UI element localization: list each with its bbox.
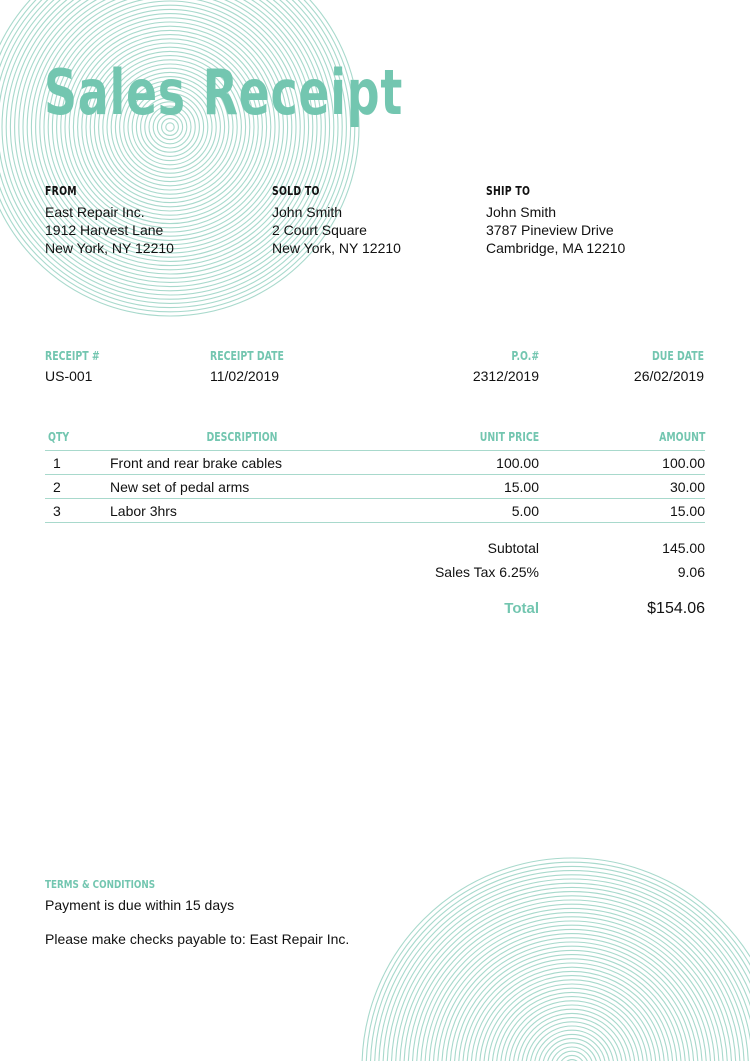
- sold-to-line: New York, NY 12210: [272, 240, 401, 256]
- decorative-ring: [442, 938, 702, 1061]
- decorative-ring: [379, 875, 750, 1061]
- ship-to-line: John Smith: [486, 204, 557, 220]
- unit-price-cell: 15.00: [503, 479, 539, 495]
- receipt-date: [210, 349, 305, 384]
- from-block: [45, 182, 174, 257]
- decorative-ring: [396, 892, 749, 1061]
- decorative-ring: [387, 883, 750, 1061]
- decorative-ring: [425, 921, 719, 1061]
- unit-price-cell: 100.00: [496, 455, 539, 471]
- decorative-ring: [530, 1026, 614, 1061]
- decorative-ring: [412, 908, 731, 1061]
- decorative-ring: [459, 955, 686, 1061]
- due-date-value: 26/02/2019: [633, 368, 704, 384]
- receipt-date-value: 11/02/2019: [210, 368, 280, 384]
- from-label: FROM: [45, 184, 77, 198]
- totals-block: [375, 540, 705, 624]
- decorative-ring: [446, 942, 698, 1061]
- decorative-ring: [375, 871, 750, 1061]
- from-line: East Repair Inc.: [45, 204, 145, 220]
- decorative-ring: [471, 967, 673, 1061]
- decorative-ring: [362, 858, 750, 1061]
- ship-to-label: SHIP TO: [486, 184, 531, 198]
- decorative-ring: [429, 925, 715, 1061]
- decorative-ring: [484, 980, 660, 1061]
- decorative-ring: [0, 0, 359, 316]
- decorative-ring: [496, 992, 647, 1061]
- table-row: [45, 475, 705, 499]
- decorative-ring: [543, 1039, 602, 1061]
- sold-to-label: SOLD TO: [272, 184, 320, 198]
- receipt-number-value: US-001: [45, 368, 93, 384]
- qty-header: QTY: [48, 430, 70, 444]
- decorative-ring: [433, 929, 710, 1061]
- description-cell: Labor 3hrs: [110, 503, 177, 519]
- decorative-ring: [551, 1047, 593, 1061]
- terms-line: Please make checks payable to: East Repair Inc.: [45, 931, 350, 947]
- decorative-ring: [480, 976, 665, 1061]
- decorative-ring: [492, 988, 652, 1061]
- terms-line: Payment is due within 15 days: [45, 897, 235, 913]
- decorative-ring: [522, 1018, 623, 1061]
- subtotal-label: Subtotal: [487, 540, 539, 556]
- table-row: [45, 499, 705, 523]
- ship-to-line: 3787 Pineview Drive: [486, 222, 614, 238]
- decorative-ring: [463, 959, 681, 1061]
- decorative-ring: [505, 1001, 639, 1061]
- decorative-ring: [391, 887, 750, 1061]
- from-line: 1912 Harvest Lane: [45, 222, 164, 238]
- decorative-ring: [421, 917, 723, 1061]
- receipt-number-label: RECEIPT #: [45, 349, 100, 363]
- qty-cell: 3: [53, 503, 61, 519]
- due-date: [634, 349, 704, 384]
- decorative-ring: [559, 1055, 584, 1061]
- description-cell: Front and rear brake cables: [110, 455, 282, 471]
- due-date-label: DUE DATE: [651, 349, 704, 363]
- decorative-ring: [538, 1034, 605, 1061]
- amount-cell: 100.00: [662, 455, 705, 471]
- po-number: [473, 349, 539, 384]
- subtotal-row: [375, 540, 705, 564]
- terms-label: TERMS & CONDITIONS: [45, 878, 156, 891]
- table-row: [45, 451, 705, 475]
- total-row: [375, 600, 705, 624]
- amount-cell: 30.00: [669, 479, 705, 495]
- ship-to-line: Cambridge, MA 12210: [486, 240, 626, 256]
- terms-block: [45, 878, 349, 947]
- line-items-table: [45, 428, 705, 523]
- qty-cell: 1: [53, 455, 61, 471]
- decorative-ring: [408, 904, 736, 1061]
- decorative-ring: [370, 866, 750, 1061]
- decorative-ring: [454, 950, 689, 1061]
- subtotal-value: 145.00: [662, 540, 705, 556]
- decorative-ring: [0, 0, 346, 303]
- decorative-ring: [0, 0, 351, 308]
- decorative-ring: [0, 0, 355, 312]
- tax-row: [375, 564, 705, 588]
- table-header: [45, 428, 705, 451]
- decorative-ring: [555, 1051, 589, 1061]
- sold-to-line: John Smith: [272, 204, 343, 220]
- from-line: New York, NY 12210: [45, 240, 174, 256]
- amount-header: AMOUNT: [658, 430, 705, 444]
- po-number-label: P.O.#: [511, 349, 539, 363]
- decorative-ring: [517, 1013, 626, 1061]
- description-header: DESCRIPTION: [206, 430, 278, 444]
- decorative-ring: [534, 1030, 610, 1061]
- page-title: Sales Receipt: [44, 56, 404, 129]
- qty-cell: 2: [53, 479, 61, 495]
- decorative-ring: [383, 879, 750, 1061]
- decorative-ring: [501, 997, 644, 1061]
- sold-to-line: 2 Court Square: [272, 222, 367, 238]
- decorative-ring: [513, 1009, 631, 1061]
- decorative-ring: [509, 1005, 635, 1061]
- decorative-ring: [488, 984, 656, 1061]
- description-cell: New set of pedal arms: [110, 479, 250, 495]
- sold-to-block: [272, 182, 401, 257]
- total-value: $154.06: [647, 600, 705, 617]
- decorative-ring: [438, 934, 707, 1061]
- unit-price-header: UNIT PRICE: [479, 430, 539, 444]
- total-label: Total: [504, 600, 539, 617]
- amount-cell: 15.00: [669, 503, 705, 519]
- receipt-number: [45, 349, 115, 384]
- decorative-ring: [450, 946, 694, 1061]
- decorative-ring: [417, 913, 728, 1061]
- ship-to-block: [486, 182, 625, 257]
- po-number-value: 2312/2019: [472, 368, 539, 384]
- decorative-ring: [467, 963, 677, 1061]
- receipt-date-label: RECEIPT DATE: [210, 349, 284, 363]
- unit-price-cell: 5.00: [511, 503, 539, 519]
- decorative-ring: [475, 971, 668, 1061]
- decorative-ring: [404, 900, 740, 1061]
- decorative-ring: [526, 1022, 618, 1061]
- tax-label: Sales Tax 6.25%: [434, 564, 539, 580]
- decorative-ring: [366, 862, 750, 1061]
- decorative-ring: [547, 1043, 597, 1061]
- decorative-ring: [400, 896, 744, 1061]
- tax-value: 9.06: [677, 564, 705, 580]
